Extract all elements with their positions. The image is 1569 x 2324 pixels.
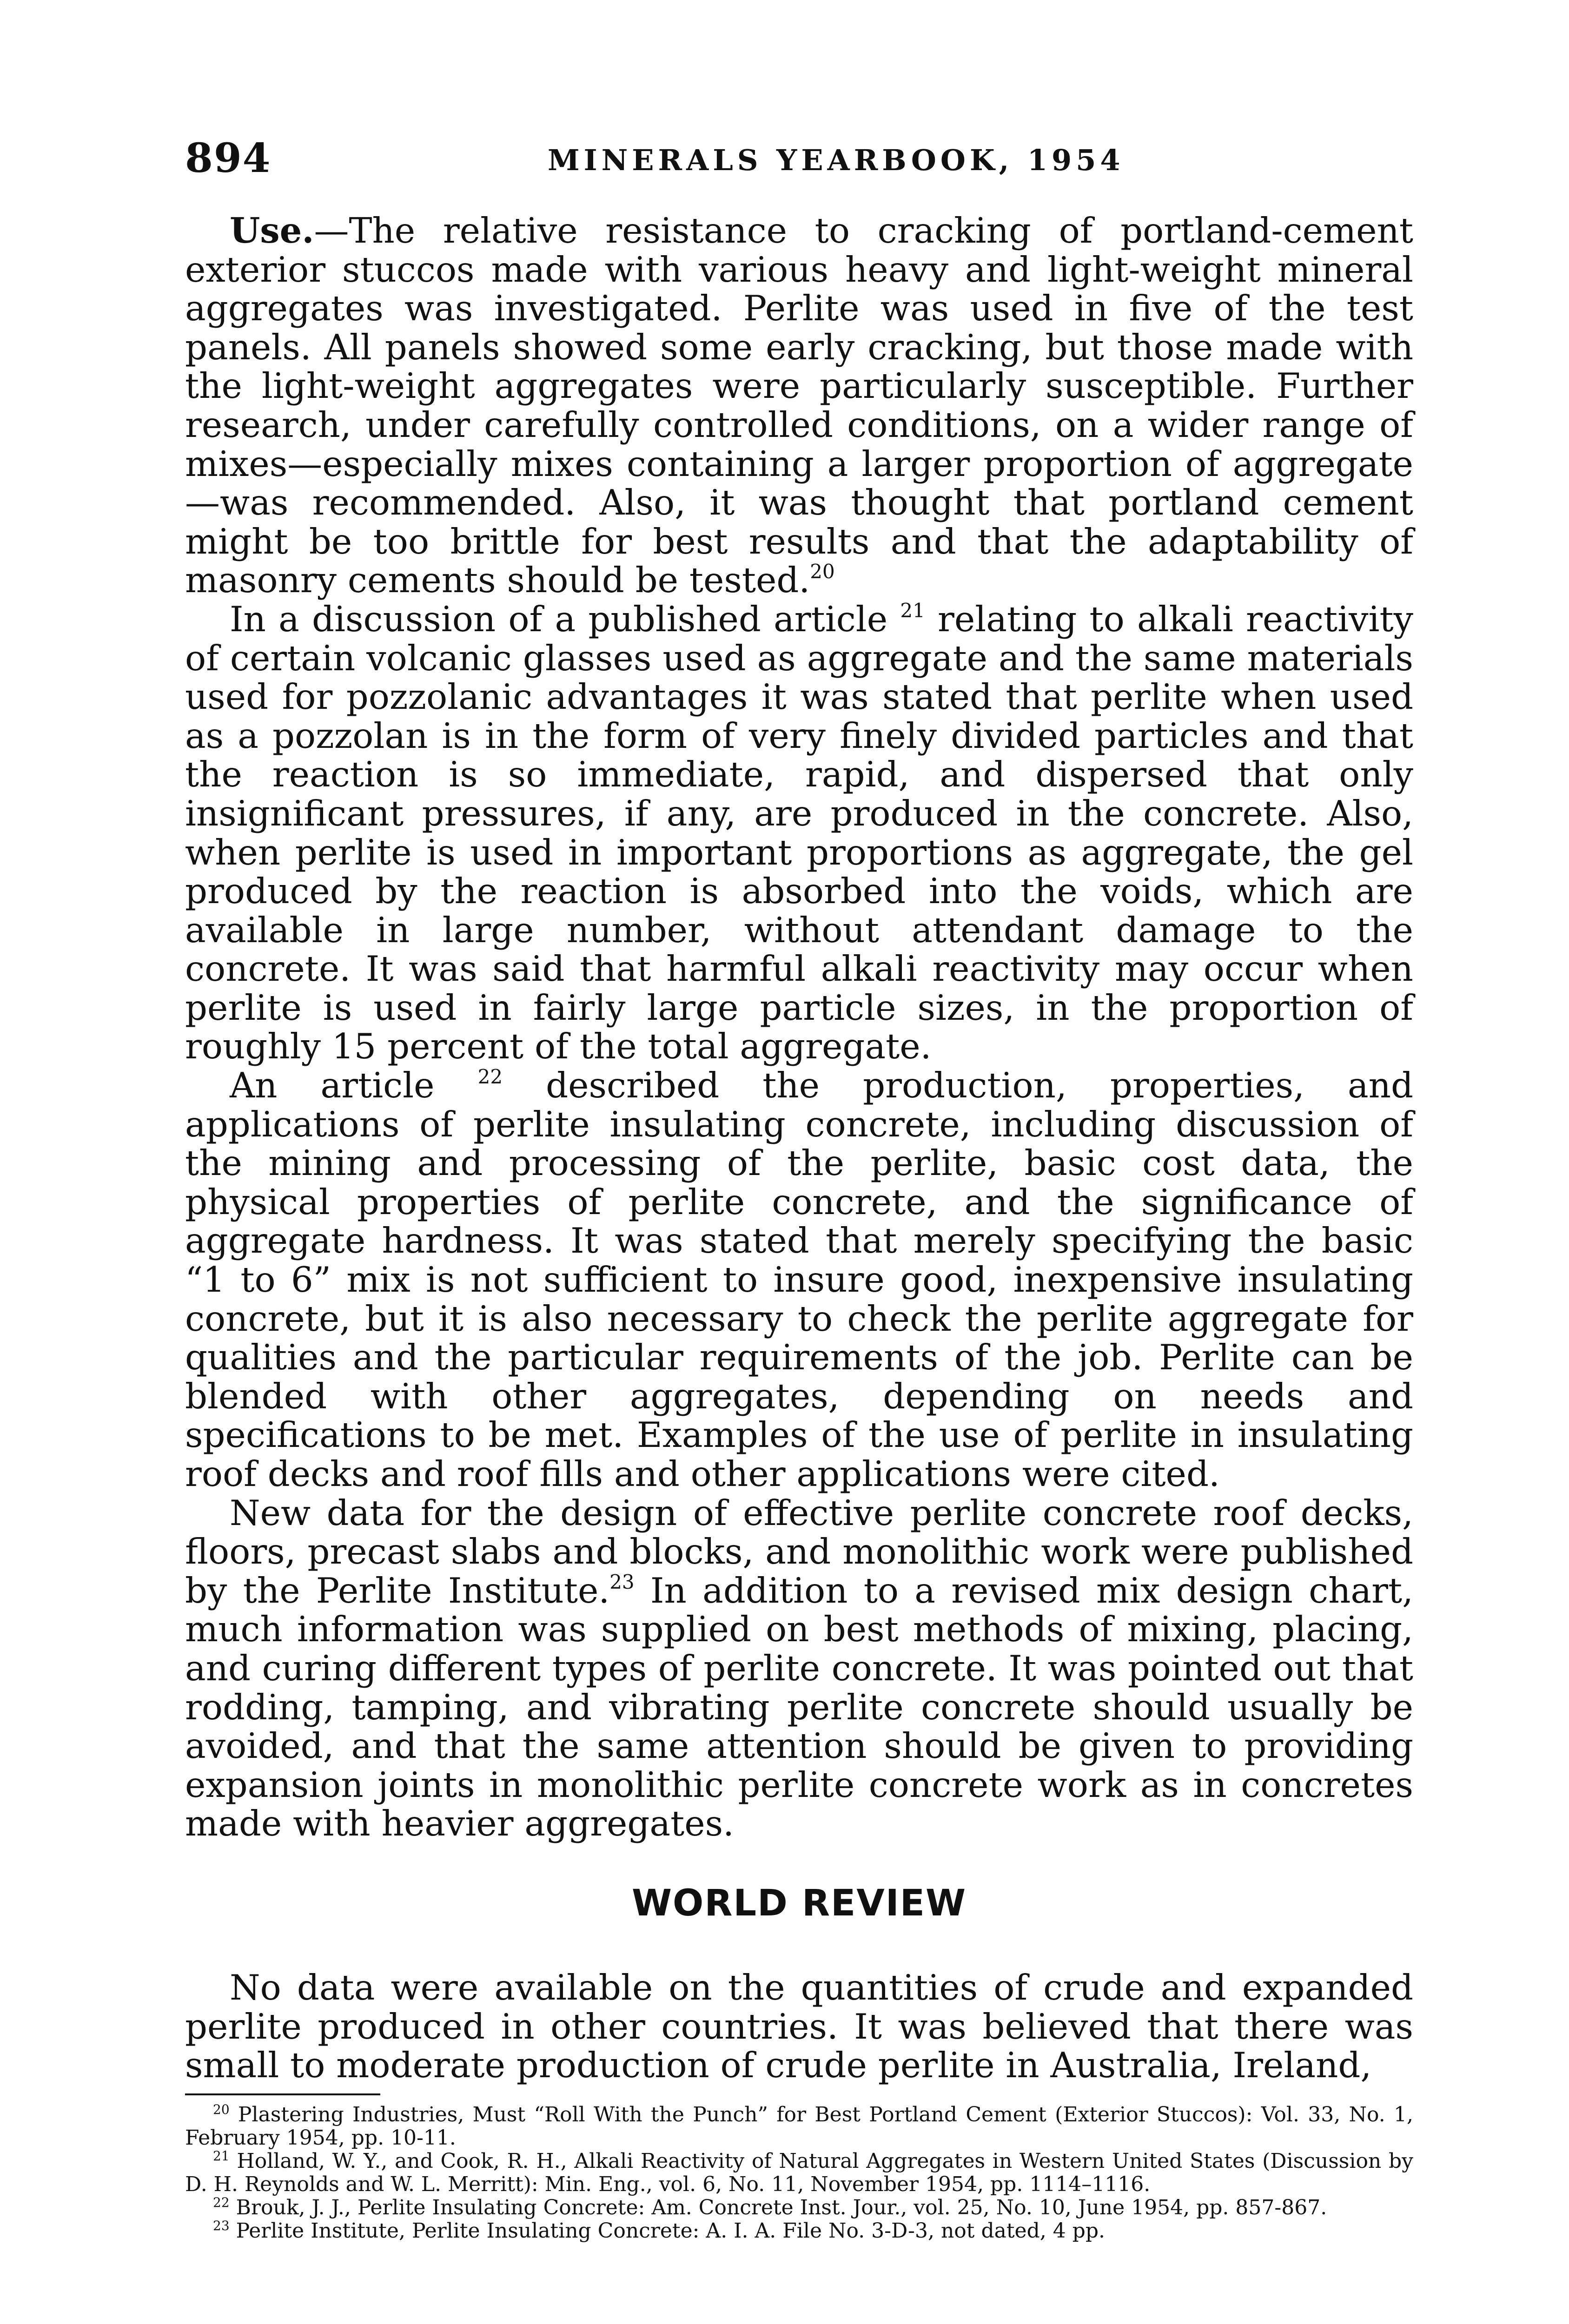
footnote-mark: 21 [213,2148,230,2164]
footnote-text: Perlite Institute, Perlite Insulating Concrete: A. I. A. File No. 3-D-3, not dated, 4 pp. [229,2219,1106,2243]
footnote-21 [185,2150,1413,2196]
para2-text-b: relating to alkali reactivity of certain volcanic glasses used as aggregate and the same materials used for pozzolanic advantages it was stated that perlite when used as a pozzolan is in the form of very finely divided particles and that the reaction is so immediate, rapid, and dispersed that only insignificant pressures, if any, are produced in the concrete. Also, when perlite is used in important proportions as aggregate, the gel produced by the reaction is absorbed into the voids, which are available in large number, without attendant damage to the concrete. It was said that harmful alkali reactivity may occur when perlite is used in fairly large particle sizes, in the proportion of roughly 15 percent of the total aggregate. [185,598,1413,1067]
world-review-text [185,1968,1413,2085]
paragraph-use [185,211,1413,600]
footnote-20 [185,2103,1413,2150]
running-head: MINERALS YEARBOOK, 1954 [548,143,1125,177]
footnote-ref-21: 21 [900,599,925,622]
footnote-22 [185,2196,1413,2219]
footnote-mark: 20 [213,2102,230,2117]
footnote-ref-22: 22 [477,1065,503,1089]
para3-text-a: An article [230,1065,435,1106]
paragraph-world-review: No data were available on the quantities of crude and expanded perlite produced in other countries. It was believed that there was small to moderate production of crude perlite in Australia, Ireland, [185,1967,1413,2086]
page-number: 894 [185,135,271,182]
footnote-text: Holland, W. Y., and Cook, R. H., Alkali Reactivity of Natural Aggregates in Western United States (Discussion by D. H. Reynolds and W. L. Merritt): Min. Eng., vol. 6, No. 11, November 1954, pp. 1114–1116. [185,2149,1413,2196]
footnote-text: Plastering Industries, Must “Roll With the Punch” for Best Portland Cement (Exterior Stuccos): Vol. 33, No. 1, February 1954, pp. 10-11. [185,2103,1413,2150]
page-header [185,135,1412,191]
footnote-23 [185,2219,1413,2243]
footnote-mark: 22 [213,2195,230,2210]
para3-text-b: described the production, properties, and applications of perlite insulating concrete, including discussion of the mining and processing of the perlite, basic cost data, the physical properties of perlite concrete, and the significance of aggregate hardness. It was stated that merely specifying the basic “1 to 6” mix is not sufficient to insure good, inexpensive insulating concrete, but it is also necessary to check the perlite aggregate for qualities and the particular requirements of the job. Perlite can be blended with other aggregates, depending on needs and specifications to be met. Examples of the use of perlite in insulating roof decks and roof fills and other applications were cited. [185,1065,1414,1494]
body-text [185,211,1413,1843]
footnote-ref-23: 23 [609,1570,635,1593]
footnote-divider [185,2093,380,2095]
use-text: —The relative resistance to cracking of portland-cement exterior stuccos made with various heavy and light-weight mineral aggregates was investigated. Perlite was used in five of the test panels. All panels showed some early cracking, but those made with the light-weight aggregates were particularly susceptible. Further research, under carefully controlled conditions, on a wider range of mixes—especially mixes containing a larger proportion of aggregate—was recommended. Also, it was thought that portland cement might be too brittle for best results and that the adaptability of masonry cements should be tested. [185,210,1413,601]
para4-text-b: In addition to a revised mix design chart, much information was supplied on best methods of mixing, placing, and curing different types of perlite concrete. It was pointed out that rodding, tamping, and vibrating perlite concrete should usually be avoided, and that the same attention should be given to providing expansion joints in monolithic perlite concrete work as in concretes made with heavier aggregates. [185,1570,1413,1844]
use-run-in-heading: Use. [230,210,314,251]
paragraph-alkali-reactivity [185,600,1413,1066]
footnotes [185,2103,1413,2243]
para2-text-a: In a discussion of a published article [230,598,888,640]
para4-text-a: New data for the design of effective perlite concrete roof decks, floors, precast slabs and blocks, and monolithic work were published by the Perlite Institute. [185,1492,1413,1611]
footnote-mark: 23 [213,2218,230,2233]
footnote-ref-20: 20 [810,560,835,583]
paragraph-insulating-concrete [185,1066,1413,1494]
section-heading-world-review: WORLD REVIEW [631,1882,967,1924]
paragraph-perlite-institute [185,1494,1413,1843]
footnote-text: Brouk, J. J., Perlite Insulating Concrete: Am. Concrete Inst. Jour., vol. 25, No. 10, June 1954, pp. 857-867. [229,2196,1327,2219]
